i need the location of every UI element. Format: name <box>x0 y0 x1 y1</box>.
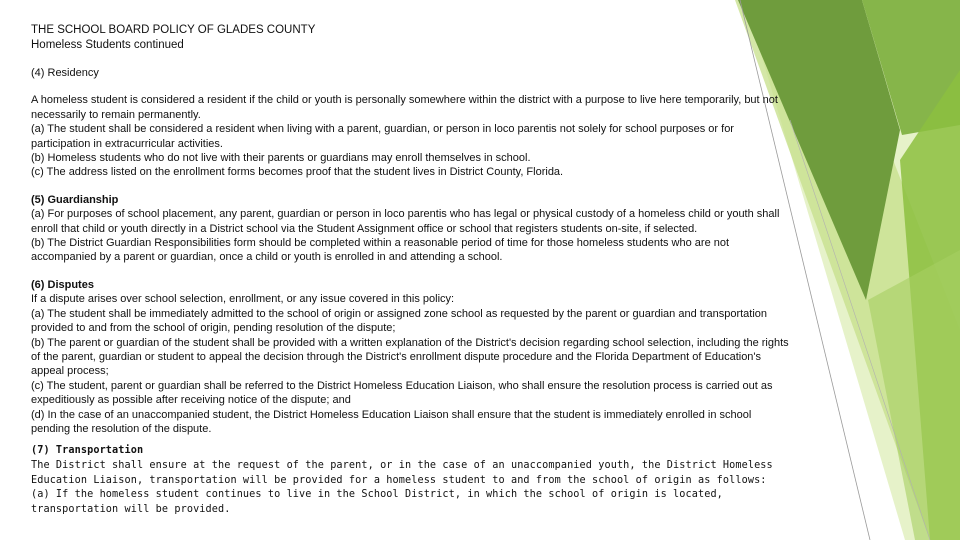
section-7-heading: (7) Transportation <box>31 445 144 457</box>
section-6-intro: If a dispute arises over school selection, enrollment, or any issue covered in this policy: <box>31 293 455 306</box>
section-6-heading: (6) Disputes <box>31 278 94 291</box>
policy-text <box>31 23 791 517</box>
section-4-heading: (4) Residency <box>31 67 99 79</box>
section-5-heading: (5) Guardianship <box>31 193 119 206</box>
section-6-item-b: (b) The parent or guardian of the student shall be provided with a written explanation of the District's decision regarding school selection, including the rights of the parent, guardian or student to appeal the decision through the District's enrollment dispute procedure and the Florida Department of Education's appeal process; <box>31 336 789 378</box>
section-6-item-d: (d) In the case of an unaccompanied student, the District Homeless Education Liaison shall ensure that the student is immediately enrolled in school pending the resolution of the dispute. <box>31 408 752 435</box>
section-5-item-a: (a) For purposes of school placement, any parent, guardian or person in loco parentis who has legal or physical custody of a homeless child or youth shall enroll that child or youth directly in a District school via the Student Assignment office or school that registers students on-site, if selected. <box>31 208 780 235</box>
section-5-item-b: (b) The District Guardian Responsibilities form should be completed within a reasonable period of time for those homeless students who are not accompanied by a parent or guardian, once a child or youth is enrolled in and attending a school. <box>31 237 730 264</box>
section-4-intro: A homeless student is considered a resident if the child or youth is personally somewhere within the district with a purpose to live here temporarily, but not necessarily to remain permanently. <box>31 94 778 121</box>
section-4-item-c: (c) The address listed on the enrollment forms becomes proof that the student lives in District County, Florida. <box>31 166 564 179</box>
section-7 <box>31 444 791 517</box>
page-subtitle: Homeless Students continued <box>31 39 184 51</box>
section-4-item-b: (b) Homeless students who do not live with their parents or guardians may enroll themselves in school. <box>31 152 531 165</box>
section-6-item-c: (c) The student, parent or guardian shall be referred to the District Homeless Education Liaison, who shall ensure the resolution process is carried out as expeditiously as possible after receiving notice of the dispute; and <box>31 379 773 407</box>
section-7-intro: The District shall ensure at the request of the parent, or in the case of an unaccompanied youth, the District Homeless Education Liaison, transportation will be provided for a homeless student to and from the school of origin as follows: <box>31 459 773 486</box>
section-6-item-a: (a) The student shall be immediately admitted to the school of origin or assigned zone school as requested by the parent or guardian and transportation provided to and from the school of origin, pending resolution of the dispute; <box>31 307 768 335</box>
section-4-item-a: (a) The student shall be considered a resident when living with a parent, guardian, or person in loco parentis not solely for school purposes or for participation in extracurricular activities. <box>31 123 734 150</box>
section-7-item-a: (a) If the homeless student continues to live in the School District, in which the school of origin is located, transportation will be provided. <box>31 489 723 515</box>
page-title: THE SCHOOL BOARD POLICY OF GLADES COUNTY <box>31 24 316 36</box>
